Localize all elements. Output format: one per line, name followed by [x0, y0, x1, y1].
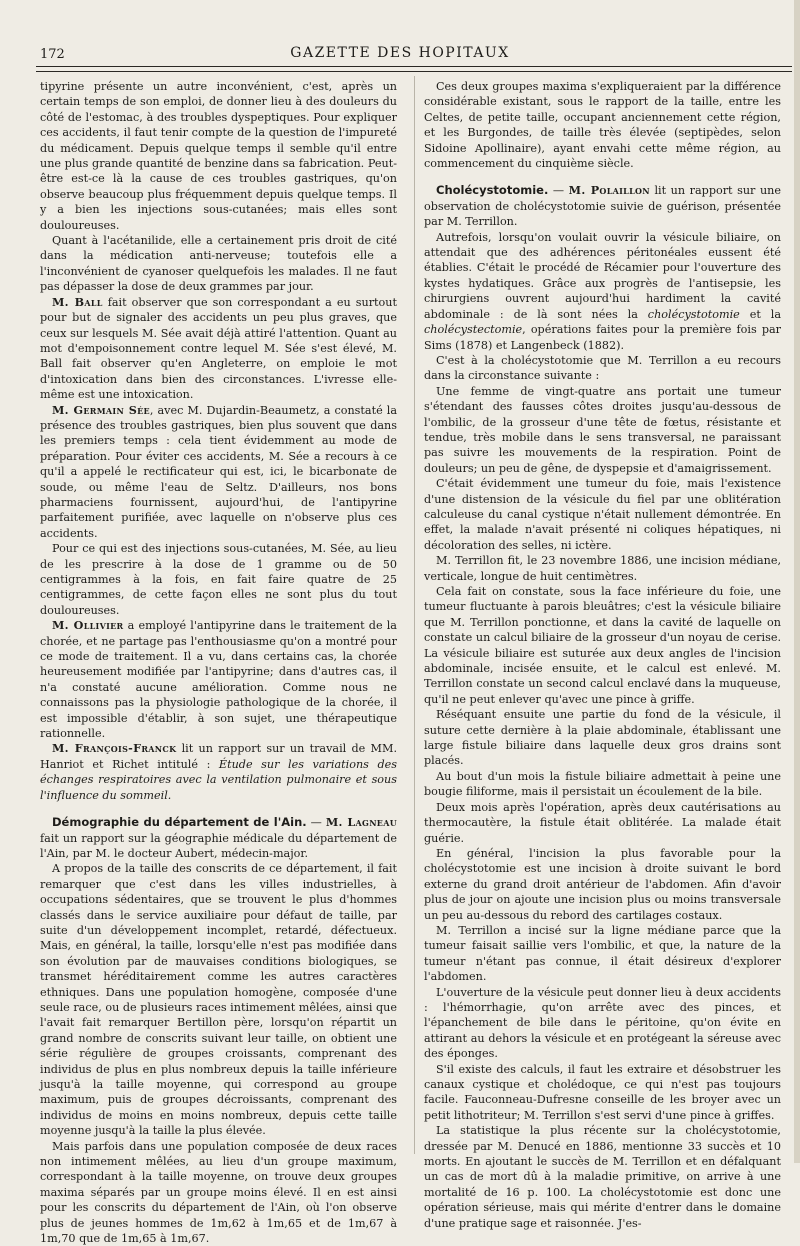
paragraph-text: S'il existe des calculs, il faut les extraire et désobstruer les canaux cystique et cholédoque, ce qui n'est pas toujours facile. Fauconneau-Dufresne conseille de les broyer avec un petit lithotriteur; M. Terrillon s'est servi d'une pince à griffes.	[424, 1062, 781, 1122]
paragraph	[424, 384, 781, 476]
paragraph	[40, 79, 397, 233]
paragraph-text: fait observer que son correspondant a eu surtout pour but de signaler des accidents un peu plus graves, que ceux sur lesquels M. Sée avait déjà attiré l'attention. Quant au mot d'empoisonnement contre lequel M. Sée s'est élevé, M. Ball fait observer qu'en Angleterre, on emploie le mot d'intoxication dans bien des circonstances. L'ivresse elle-même est une intoxication.	[40, 295, 397, 402]
paragraph-text: L'ouverture de la vésicule peut donner lieu à deux accidents : l'hémorrhagie, qu'on arrête avec des pinces, et l'épanchement de bile dans le péritoine, qu'on évite en attirant au dehors la vésicule et en protégeant la séreuse avec des éponges.	[424, 985, 781, 1061]
paragraph-text: M. Terrillon a incisé sur la ligne médiane parce que la tumeur faisait saillie vers l'ombilic, et que, la nature de la tumeur n'étant pas connue, il était désireux d'explorer l'abdomen.	[424, 923, 781, 984]
separator: —	[306, 816, 326, 830]
paragraph	[424, 553, 781, 584]
paragraph-text: , avec M. Dujardin-Beaumetz, a constaté la présence des troubles gastriques, bien plus souvent que dans les premiers temps : cela tient évidemment au mode de préparation. Pour éviter ces accidents, M. Sée a recours à ce qu'il a appelé le rectificateur qui est, ici, le bicarbonate de soude, ou même l'eau de Seltz. D'ailleurs, nos bons pharmaciens fournissent, aujourd'hui, de l'antipyrine parfaitement purifiée, avec laquelle on n'observe plus ces accidents.	[40, 403, 397, 540]
paragraph-text: fait un rapport sur la géographie médicale du département de l'Ain, par M. le docteur Aubert, médecin-major.	[40, 831, 397, 860]
separator: —	[548, 184, 569, 198]
paragraph-text: Une femme de vingt-quatre ans portait une tumeur s'étendant des fausses côtes droites jusqu'au-dessous de l'ombilic, de la grosseur d'une tête de fœtus, résistante et tendue, très mobile dans le sens transversal, ne paraissant pas suivre les mouvements de la respiration. Point de douleurs; un peu de gêne, de dyspepsie et d'amaigrissement.	[424, 384, 781, 475]
paragraph	[424, 476, 781, 553]
paragraph	[424, 1123, 781, 1231]
work-title: Étude sur les variations des échanges respiratoires avec la ventilation pulmonaire et sous l'influence du sommeil.	[40, 757, 397, 802]
speaker-name: M. Ollivier	[52, 618, 124, 633]
paragraph	[40, 233, 397, 295]
paragraph-text: lit un rapport sur une observation de cholécystotomie suivie de guérison, présentée par M. Terrillon.	[424, 184, 781, 229]
paragraph	[40, 1139, 397, 1246]
term: cholécystotomie	[647, 307, 740, 321]
paragraph-text: Autrefois, lorsqu'on voulait ouvrir la vésicule biliaire, on attendait que des adhérences péritonéales eussent été établies. C'était le procédé de Récamier pour l'ouverture des kystes hydatiques. Grâce aux progrès de l'antisepsie, les chirurgiens ouvrent aujourd'hui hardiment la cavité abdominale : de là sont nées la	[424, 230, 781, 321]
header-rule-bottom	[36, 71, 792, 72]
paragraph	[40, 541, 397, 618]
paragraph-text: A propos de la taille des conscrits de ce département, il fait remarquer que c'est dans les villes industrielles, à occupations sédentaires, que se trouvent le plus d'hommes classés dans le service auxiliaire pour défaut de taille, par suite d'un développement incomplet, retardé, défectueux. Mais, en général, la taille, lorsqu'elle n'est pas modifiée dans son évolution par de mauvaises conditions biologiques, se transmet héréditairement comme les autres caractères ethniques. Dans une population homogène, composée d'une seule race, ou de plusieurs races intimement mêlées, ainsi que l'avait fait remarquer Bertillon père, lorsqu'on répartit un grand nombre de conscrits suivant leur taille, on obtient une série régulière de groupes croissants, comprenant des individus de plus en plus nombreux depuis la taille inférieure jusqu'à la taille moyenne, qui correspond au groupe maximum, puis de groupes décroissants, comprenant des individus de moins en moins nombreux, depuis cette taille moyenne jusqu'à la taille la plus élevée.	[40, 862, 397, 1138]
speaker-name: M. Ball	[52, 294, 103, 309]
paragraph	[424, 230, 781, 353]
header-rule-top	[36, 66, 792, 67]
paragraph-text: La statistique la plus récente sur la cholécystotomie, dressée par M. Denucé en 1886, mentionne 33 succès et 10 morts. En ajoutant le succès de M. Terrillon et en défalquant un cas de mort dû à la maladie primitive, on arrive à une mortalité de 16 p. 100. La cholécystotomie est donc une opération sérieuse, mais qui mérite d'entrer dans le domaine d'une pratique sage et raisonnée. J'es-	[424, 1124, 781, 1230]
paragraph	[40, 861, 397, 1138]
paragraph	[424, 353, 781, 384]
speaker-name: M. Lagneau	[325, 815, 397, 830]
column-divider	[414, 76, 415, 1154]
right-column	[424, 79, 782, 1230]
paragraph	[424, 846, 781, 923]
paragraph	[40, 618, 397, 741]
journal-title: GAZETTE DES HOPITAUX	[290, 45, 510, 61]
paragraph-text: Quant à l'acétanilide, elle a certainement pris droit de cité dans la médication anti-nerveuse; toutefois elle a l'inconvénient de cyanoser quelquefois les malades. Il ne faut pas dépasser la dose de deux grammes par jour.	[40, 234, 397, 294]
speaker-name: M. Polaillon	[568, 183, 650, 198]
speaker-name: M. Germain Sée	[52, 402, 150, 417]
paragraph-text: C'était évidemment une tumeur du foie, mais l'existence d'une distension de la vésicule du fiel par une oblitération calculeuse du canal cystique n'était nullement démontrée. En effet, la malade n'avait présenté ni coliques hépatiques, ni décoloration des selles, ni ictère.	[424, 477, 781, 552]
paragraph	[40, 741, 397, 803]
paragraph	[424, 923, 781, 985]
left-column	[40, 79, 397, 1246]
page-edge	[794, 0, 800, 1163]
paragraph-text: C'est à la cholécystotomie que M. Terrillon a eu recours dans la circonstance suivante :	[424, 353, 781, 383]
paragraph-text: lit un rapport sur un travail de MM. Hanriot et Richet intitulé :	[40, 742, 397, 771]
paragraph-text: M. Terrillon fit, le 23 novembre 1886, une incision médiane, verticale, longue de huit centimètres.	[424, 554, 781, 583]
term: cholécystectomie	[424, 323, 523, 337]
paragraph-text: Mais parfois dans une population composée de deux races non intimement mêlées, au lieu d'un groupe maximum, correspondant à la taille moyenne, on trouve deux groupes maxima séparés par un groupe moins élevé. Il en est ainsi pour les conscrits du département de l'Ain, où l'on observe plus de jeunes hommes de 1m,62 à 1m,65 et de 1m,67 à 1m,70 que de 1m,65 à 1m,67.	[40, 1139, 397, 1246]
paragraph	[424, 1062, 781, 1124]
paragraph	[40, 403, 397, 542]
paragraph	[424, 707, 781, 769]
section-heading: Démographie du département de l'Ain.	[52, 815, 307, 830]
paragraph	[424, 985, 781, 1062]
paragraph-text: , opérations faites pour la première fois par Sims (1878) et Langenbeck (1882).	[424, 323, 781, 352]
paragraph	[40, 295, 397, 403]
paragraph-text: Au bout d'un mois la fistule biliaire admettait à peine une bougie filiforme, mais il persistait un écoulement de la bile.	[424, 769, 781, 799]
paragraph-text: et la	[739, 307, 782, 321]
paragraph-text: a employé l'antipyrine dans le traitement de la chorée, et ne partage pas l'enthousiasme qu'on a montré pour ce mode de traitement. Il a vu, dans certains cas, la chorée heureusement modifiée par l'antipyrine; dans d'autres cas, il n'a constaté aucune amélioration. Comme nous ne connaissons pas la physiologie pathologique de la chorée, il est impossible d'établir, à son sujet, une thérapeutique rationnelle.	[40, 619, 397, 741]
page-number: 172	[40, 47, 65, 62]
paragraph	[424, 800, 781, 846]
paragraph	[424, 769, 781, 800]
paragraph-text: Réséquant ensuite une partie du fond de la vésicule, il suture cette dernière à la plaie abdominale, établissant une large fistule biliaire dans laquelle deux gros drains sont placés.	[424, 708, 781, 768]
paragraph-text: Pour ce qui est des injections sous-cutanées, M. Sée, au lieu de les prescrire à la dose de 1 gramme ou de 50 centigrammes à la fois, en fait faire quatre de 25 centigrammes, de cette façon elles ne sont plus du tout douloureuses.	[40, 542, 397, 617]
paragraph	[424, 79, 781, 171]
paragraph-text: tipyrine présente un autre inconvénient, c'est, après un certain temps de son emploi, de donner lieu à des douleurs du côté de l'estomac, à des troubles dyspeptiques. Pour expliquer ces accidents, il faut tenir compte de la question de l'impureté du médicament. Depuis quelque temps il semble qu'il entre une plus grande quantité de benzine dans sa fabrication. Peut-être est-ce là la cause de ces troubles gastriques, qu'on observe beaucoup plus fréquemment depuis quelque temps. Il y a bien les injections sous-cutanées; mais elles sont douloureuses.	[40, 80, 397, 232]
paragraph-text: En général, l'incision la plus favorable pour la cholécystotomie est une incision à droite suivant le bord externe du grand droit antérieur de l'abdomen. Afin d'avoir plus de jour on ajoute une incision plus ou moins transversale un peu au-dessous du rebord des cartilages costaux.	[424, 846, 781, 922]
section-heading: Cholécystotomie.	[436, 183, 549, 198]
speaker-name: M. François-Franck	[52, 741, 177, 756]
paragraph-text: Deux mois après l'opération, après deux cautérisations au thermocautère, la fistule était oblitérée. La malade était guérie.	[424, 800, 781, 845]
paragraph	[424, 584, 781, 707]
section-paragraph	[40, 815, 397, 861]
paragraph-text: Cela fait on constate, sous la face inférieure du foie, une tumeur fluctuante à parois bleuâtres; c'est la vésicule biliaire que M. Terrillon ponctionne, et dans la cavité de laquelle on constate un calcul biliaire de la grosseur d'un noyau de cerise. La vésicule biliaire est suturée aux deux angles de l'incision abdominale, incisée ensuite, et le calcul est enlevé. M. Terrillon constate un second calcul enclavé dans la muqueuse, qu'il ne peut enlever qu'avec une pince à griffe.	[424, 585, 781, 706]
section-paragraph	[424, 183, 781, 229]
paragraph-text: Ces deux groupes maxima s'expliqueraient par la différence considérable existant, sous le rapport de la taille, entre les Celtes, de petite taille, occupant anciennement cette région, et les Burgondes, de taille très élevée (septipèdes, selon Sidoine Apollinaire), ayant envahi cette même région, au commencement du cinquième siècle.	[424, 80, 781, 171]
